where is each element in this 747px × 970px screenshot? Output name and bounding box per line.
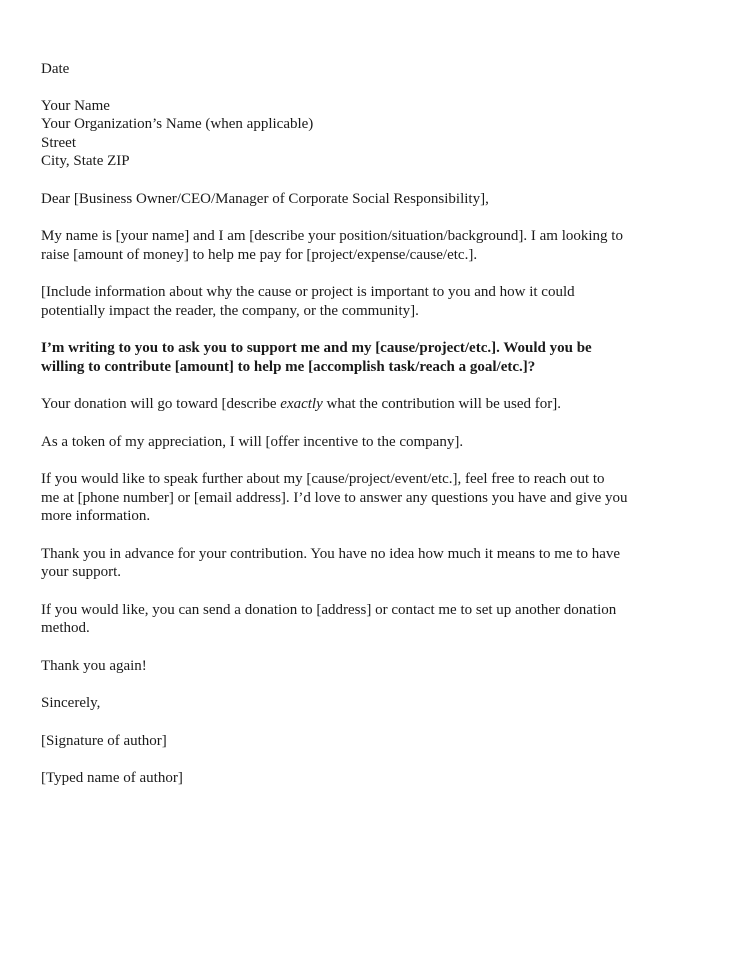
sender-name: Your Name — [41, 97, 110, 114]
paragraph-thank-you-again: Thank you again! — [41, 657, 147, 674]
donation-use-after: what the contribution will be used for]. — [322, 396, 562, 412]
letter-body — [41, 60, 721, 788]
paragraph-line: I’m writing to you to ask you to support me and my [cause/project/etc.]. Would you be — [41, 340, 592, 356]
paragraph-line: If you would like, you can send a donation to [address] or contact me to set up another donation — [41, 601, 617, 618]
typed-name-placeholder: [Typed name of author] — [41, 770, 183, 786]
paragraph-donation-method — [41, 601, 721, 638]
paragraph-line: My name is [your name] and I am [describe your position/situation/background]. I am looking to — [41, 228, 623, 244]
paragraph-request — [41, 339, 721, 376]
paragraph-line: method. — [41, 620, 90, 636]
paragraph-line: raise [amount of money] to help me pay for [project/expense/cause/etc.]. — [41, 246, 478, 263]
paragraph-thanks-advance — [41, 545, 721, 582]
salutation: Dear [Business Owner/CEO/Manager of Corporate Social Responsibility], — [41, 190, 489, 207]
donation-use-before: Your donation will go toward [describe — [41, 396, 281, 412]
paragraph-line: Thank you in advance for your contribution. You have no idea how much it means to me to have — [41, 545, 621, 562]
closing: Sincerely, — [41, 695, 101, 711]
donation-use-emphasis: exactly — [280, 396, 323, 412]
paragraph-donation-use — [41, 395, 721, 414]
paragraph-line: more information. — [41, 508, 151, 524]
sender-address-block — [41, 97, 721, 171]
paragraph-line: [Include information about why the cause or project is important to you and how it could — [41, 284, 575, 300]
paragraph-appreciation: As a token of my appreciation, I will [offer incentive to the company]. — [41, 433, 464, 450]
letter-date: Date — [41, 61, 70, 77]
paragraph-cause-info — [41, 283, 721, 320]
paragraph-introduction — [41, 227, 721, 264]
paragraph-contact — [41, 470, 721, 526]
paragraph-line: potentially impact the reader, the company, or the community]. — [41, 302, 419, 319]
sender-street: Street — [41, 134, 76, 151]
paragraph-line: willing to contribute [amount] to help me [accomplish task/reach a goal/etc.]? — [41, 358, 536, 375]
paragraph-line: If you would like to speak further about my [cause/project/event/etc.], feel free to reach out to — [41, 471, 605, 487]
signature-placeholder: [Signature of author] — [41, 732, 167, 749]
paragraph-line: me at [phone number] or [email address]. I’d love to answer any questions you have and give you — [41, 489, 628, 506]
sender-organization: Your Organization’s Name (when applicable) — [41, 116, 314, 132]
sender-city-state-zip: City, State ZIP — [41, 153, 130, 169]
paragraph-line: your support. — [41, 564, 121, 580]
